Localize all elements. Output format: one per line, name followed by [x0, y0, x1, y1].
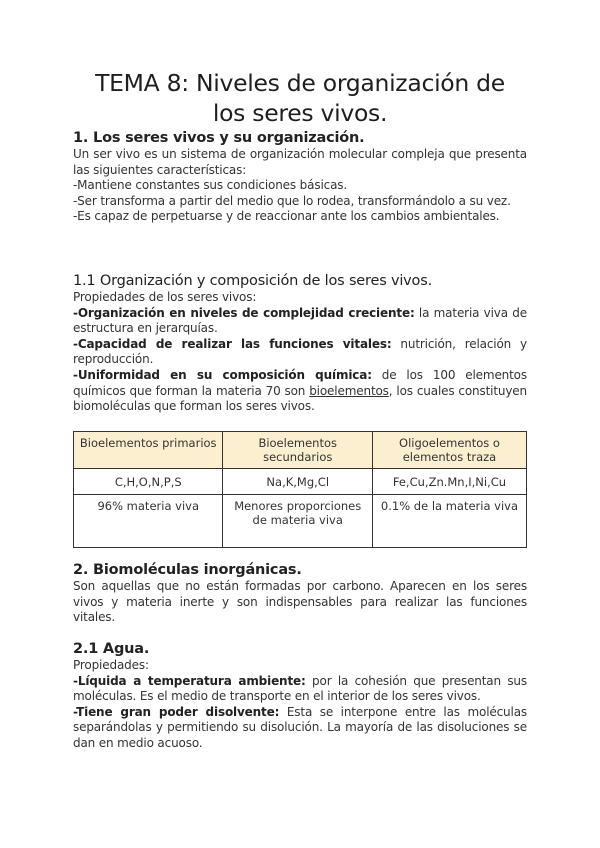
page-title — [73, 68, 527, 128]
term: -Capacidad de realizar las funciones vitales: — [73, 336, 392, 351]
definition: por la cohesión que presentan sus moléculas. Es el medio de transporte en el interior de los seres vivos. — [73, 673, 527, 704]
table-cell: Menores proporciones de materia viva — [223, 495, 372, 548]
table-header-cell: Oligoelementos o elementos traza — [372, 432, 526, 469]
table-cell: 96% materia viva — [74, 495, 223, 548]
table-header-cell: Bioelementos secundarios — [223, 432, 372, 469]
term: -Tiene gran poder disolvente: — [73, 704, 280, 719]
paragraph: Propiedades: — [73, 658, 149, 672]
section-heading: 1. Los seres vivos y su organización. — [73, 130, 365, 146]
title-line-1: TEMA 8: Niveles de organización de — [95, 69, 505, 97]
table-cell: C,H,O,N,P,S — [74, 469, 223, 495]
list-item — [73, 306, 527, 337]
section-2 — [73, 561, 527, 626]
table-header-cell: Bioelementos primarios — [74, 432, 223, 469]
section-2-1 — [73, 640, 527, 752]
table-row — [74, 495, 527, 548]
definition: nutrición, relación y reproducción. — [73, 336, 527, 367]
term: -Líquida a temperatura ambiente: — [73, 673, 306, 688]
list-item — [73, 705, 527, 752]
section-heading: 2.1 Agua. — [73, 641, 150, 657]
list-item: -Es capaz de perpetuarse y de reaccionar ante los cambios ambientales. — [73, 209, 500, 224]
paragraph: Propiedades de los seres vivos: — [73, 290, 257, 304]
list-item — [73, 674, 527, 705]
definition: la materia viva de estructura en jerarquías. — [73, 305, 527, 336]
definition: , los cuales constituyen biomoléculas que forman los seres vivos. — [73, 383, 527, 414]
definition: Esta se interpone entre las moléculas separándolas y permitiendo su disolución. La mayoría de las disoluciones se dan en medio acuoso. — [73, 704, 528, 750]
section-heading: 1.1 Organización y composición de los seres vivos. — [73, 273, 432, 289]
paragraph: Un ser vivo es un sistema de organización molecular compleja que presenta las siguientes características: — [73, 147, 527, 177]
title-line-2: los seres vivos. — [212, 99, 388, 127]
section-1 — [73, 129, 527, 225]
list-item — [73, 368, 527, 415]
list-item — [73, 337, 527, 368]
term: -Organización en niveles de complejidad creciente: — [73, 305, 415, 320]
table-cell: Na,K,Mg,Cl — [223, 469, 372, 495]
table-row — [74, 469, 527, 495]
table-header-row — [74, 432, 527, 469]
table-cell: 0.1% de la materia viva — [372, 495, 526, 548]
section-1-1 — [73, 272, 527, 415]
section-heading: 2. Biomoléculas inorgánicas. — [73, 562, 302, 578]
paragraph: Son aquellas que no están formadas por carbono. Aparecen en los seres vivos y materia inerte y son indispensables para realizar las funciones vitales. — [73, 579, 527, 625]
list-item: -Ser transforma a partir del medio que lo rodea, transformándolo a su vez. — [73, 193, 511, 208]
list-item: -Mantiene constantes sus condiciones básicas. — [73, 178, 348, 193]
term: -Uniformidad en su composición química: — [73, 367, 372, 382]
definition: de los 100 elementos químicos que forman la materia 70 son — [73, 367, 527, 398]
bioelements-table — [73, 431, 527, 548]
table-cell: Fe,Cu,Zn.Mn,I,Ni,Cu — [372, 469, 526, 495]
underlined-term: bioelementos — [309, 383, 389, 398]
